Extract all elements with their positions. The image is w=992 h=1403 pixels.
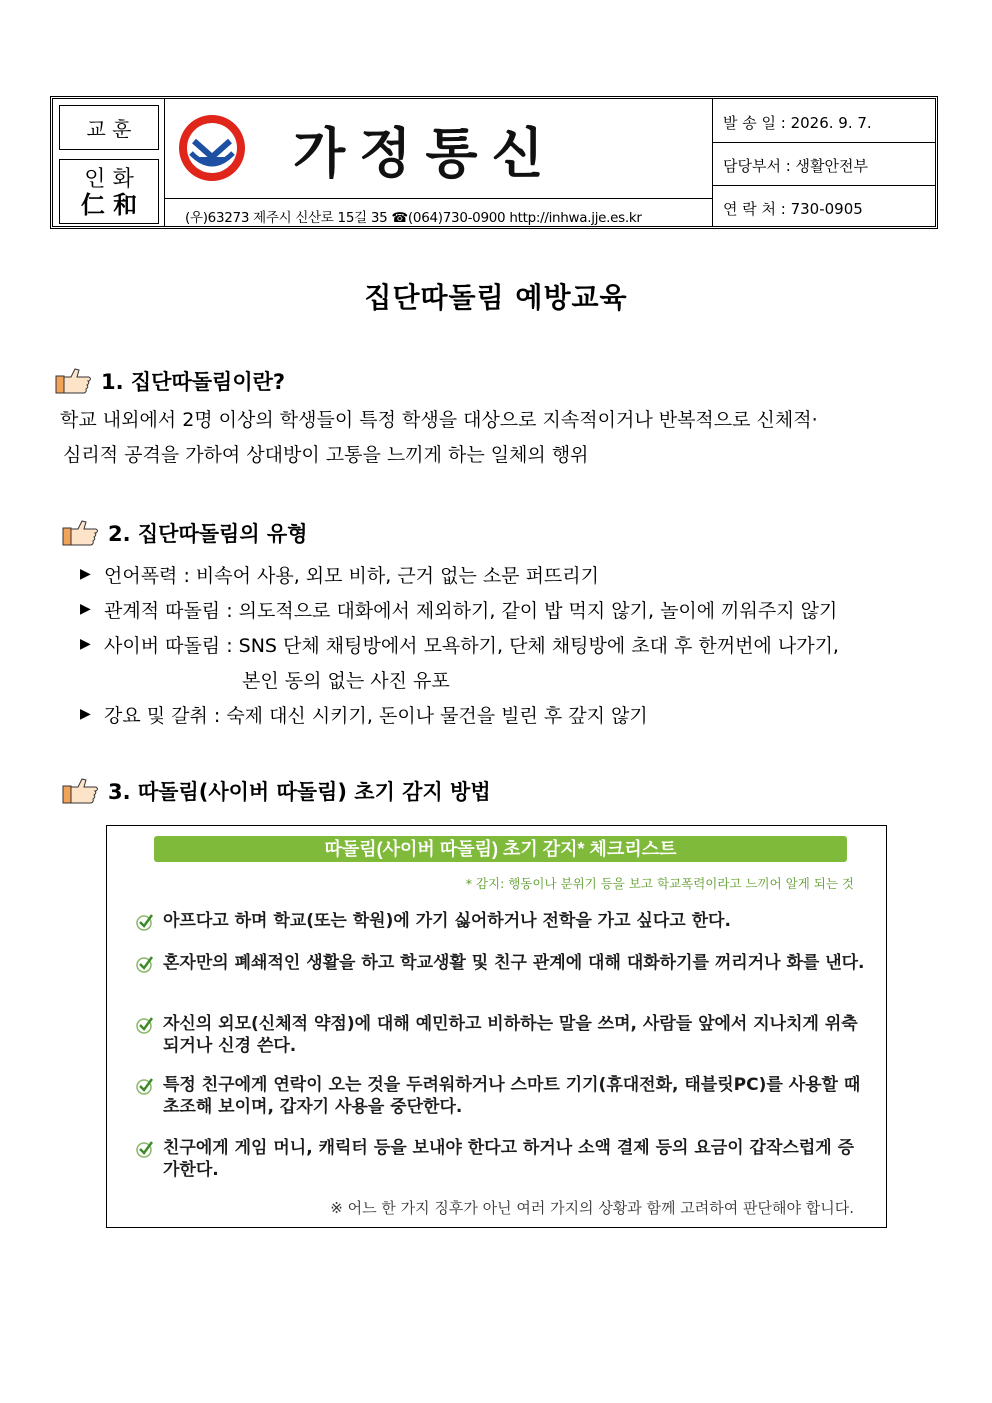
checklist-item [135, 1137, 865, 1181]
bullet-triangle-icon: ▶ [80, 601, 91, 617]
motto-label: 교 훈 [86, 117, 132, 141]
checklist-item [135, 1074, 865, 1118]
newsletter-header [50, 96, 938, 229]
checklist-item [135, 910, 865, 932]
list-item-continuation: 본인 동의 없는 사진 유포 [242, 670, 450, 692]
checklist-item-text: 친구에게 게임 머니, 캐릭터 등을 보내야 한다고 하거나 소액 결제 등의 요금이 갑작스럽게 증가한다. [163, 1138, 855, 1180]
bullet-triangle-icon: ▶ [80, 706, 91, 722]
checkmark-icon [135, 912, 155, 932]
checklist-footer: ※ 어느 한 가지 징후가 아닌 여러 가지의 상황과 함께 고려하여 판단해야 합니다. [330, 1199, 854, 1217]
section-2-heading [62, 518, 308, 548]
list-item-text: 사이버 따돌림 : SNS 단체 채팅방에서 모욕하기, 단체 채팅방에 초대 후 한꺼번에 나가기, [104, 635, 839, 657]
section-1-line-2: 심리적 공격을 가하여 상대방이 고통을 느끼게 하는 일체의 행위 [63, 444, 589, 466]
section-1-heading [55, 366, 285, 396]
school-logo [177, 113, 247, 183]
list-item-text: 언어폭력 : 비속어 사용, 외모 비하, 근거 없는 소문 퍼뜨리기 [104, 565, 599, 587]
checklist-item [135, 952, 865, 974]
school-address: (우)63273 제주시 신산로 15길 35 ☎(064)730-0900 http://inhwa.jje.es.kr [185, 210, 642, 226]
bullet-triangle-icon: ▶ [80, 566, 91, 582]
send-date-row [719, 101, 937, 143]
section-2-title: 2. 집단따돌림의 유형 [108, 522, 308, 546]
divider [712, 99, 713, 226]
motto-label-box [59, 105, 159, 150]
motto-hanja: 仁 和 [80, 189, 138, 219]
section-3-heading [62, 776, 491, 806]
pointing-hand-icon [62, 777, 100, 805]
contact-row [719, 187, 937, 229]
list-item [80, 631, 839, 658]
divider [164, 198, 712, 199]
checklist-item-text: 자신의 외모(신체적 약점)에 대해 예민하고 비하하는 말을 쓰며, 사람들 앞에서 지나치게 위축되거나 신경 쓴다. [163, 1014, 858, 1056]
section-1-line-1: 학교 내외에서 2명 이상의 학생들이 특정 학생을 대상으로 지속적이거나 반복적으로 신체적· [60, 409, 818, 431]
checklist-box [106, 825, 887, 1228]
motto-box [59, 159, 159, 224]
send-date: 발 송 일 : 2026. 9. 7. [723, 113, 872, 132]
checklist-item-text: 혼자만의 폐쇄적인 생활을 하고 학교생활 및 친구 관계에 대해 대화하기를 꺼리거나 화를 낸다. [163, 953, 865, 973]
department: 담당부서 : 생활안전부 [723, 156, 869, 175]
document-title: 집단따돌림 예방교육 [364, 281, 628, 314]
checkmark-icon [135, 1139, 155, 1159]
list-item-text: 강요 및 갈취 : 숙제 대신 시키기, 돈이나 물건을 빌린 후 갚지 않기 [104, 705, 648, 727]
list-item [80, 596, 837, 623]
divider [712, 185, 936, 186]
checklist-item-text: 아프다고 하며 학교(또는 학원)에 가기 싫어하거나 전학을 가고 싶다고 한다. [163, 911, 731, 931]
divider [712, 142, 936, 143]
list-item [80, 701, 648, 728]
checklist-item [135, 1013, 865, 1057]
checkmark-icon [135, 954, 155, 974]
pointing-hand-icon [55, 367, 93, 395]
checklist-note: * 감지: 행동이나 분위기 등을 보고 학교폭력이라고 느끼어 알게 되는 것 [465, 876, 854, 891]
checklist-item-text: 특정 친구에게 연락이 오는 것을 두려워하거나 스마트 기기(휴대전화, 태블릿PC)를 사용할 때 초조해 보이며, 갑자기 사용을 중단한다. [163, 1075, 861, 1117]
checkmark-icon [135, 1076, 155, 1096]
list-item-text: 관계적 따돌림 : 의도적으로 대화에서 제외하기, 같이 밥 먹지 않기, 놀이에 끼워주지 않기 [104, 600, 838, 622]
divider [164, 99, 165, 226]
pointing-hand-icon [62, 519, 100, 547]
department-row [719, 144, 937, 186]
section-3-title: 3. 따돌림(사이버 따돌림) 초기 감지 방법 [108, 780, 491, 804]
checklist-title: 따돌림(사이버 따돌림) 초기 감지* 체크리스트 [154, 836, 847, 862]
contact: 연 락 처 : 730-0905 [723, 199, 863, 218]
bullet-triangle-icon: ▶ [80, 636, 91, 652]
section-1-title: 1. 집단따돌림이란? [101, 370, 286, 394]
motto-hangul: 인 화 [84, 166, 134, 192]
checkmark-icon [135, 1015, 155, 1035]
list-item [80, 561, 599, 588]
newsletter-title: 가정통신 [293, 122, 558, 185]
